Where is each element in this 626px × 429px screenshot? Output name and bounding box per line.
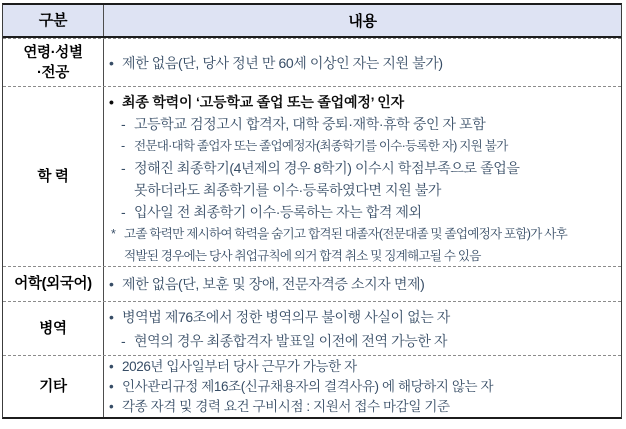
row-label-line: ·전공	[37, 64, 69, 81]
row-label-line: 병역	[39, 320, 67, 337]
row-content-etc	[104, 356, 621, 417]
header-cell-content: 내용	[348, 13, 377, 30]
content-line-text: 전문대·대학 졸업자 또는 졸업예정자(최종학기를 이수·등록한 자) 지원 불가	[134, 139, 508, 153]
content-line-text: 제한 없음(단, 당사 정년 만 60세 이상인 자는 지원 불가)	[122, 54, 443, 71]
row-content-education	[104, 87, 621, 266]
dash-marker: -	[121, 332, 126, 349]
asterisk-marker: *	[111, 227, 116, 241]
row-label-line: 연령·성별	[23, 44, 83, 61]
dash-marker: -	[121, 160, 126, 176]
bullet-marker: •	[109, 378, 114, 394]
content-line	[109, 397, 618, 417]
dash-marker: -	[121, 139, 125, 153]
row-label-military	[3, 302, 104, 355]
content-line-text: 최종 학력이 ‘고등학교 졸업 또는 졸업예정’ 인자	[122, 94, 404, 110]
content-line	[121, 113, 618, 135]
table-header-row	[3, 5, 621, 38]
content-line	[109, 52, 618, 74]
content-line-text: 못하더라도 최종학기를 이수·등록하였다면 지원 불가	[134, 182, 441, 198]
content-line-text: 정해진 최종학기(4년제의 경우 8학기) 이수시 학점부족으로 졸업을	[134, 160, 520, 176]
content-line-text: 적발된 경우에는 당사 취업규칙에 의거 합격 취소 및 징계해고될 수 있음	[124, 249, 481, 263]
content-line-text: 인사관리규정 제16조(신규채용자의 결격사유) 에 해당하지 않는 자	[122, 378, 494, 394]
table-row-education	[3, 86, 621, 266]
table-row-language	[3, 266, 621, 301]
table-row-age-gender-major	[3, 38, 621, 86]
content-line-text: 현역의 경우 최종합격자 발표일 이전에 전역 가능한 자	[134, 332, 448, 349]
content-line	[109, 274, 618, 294]
bullet-marker: •	[109, 358, 114, 374]
row-label-line: 어학(외국어)	[14, 276, 92, 292]
eligibility-table	[2, 3, 622, 419]
dash-marker: -	[121, 204, 126, 220]
content-line	[121, 157, 618, 179]
row-label-line: 기타	[39, 378, 67, 395]
content-line	[109, 357, 618, 377]
row-content-language	[104, 267, 621, 301]
bullet-marker: •	[109, 54, 114, 71]
row-label-etc	[3, 356, 104, 417]
bullet-marker: •	[109, 276, 114, 292]
content-line	[121, 179, 618, 201]
row-content-military	[104, 302, 621, 355]
header-cell-category: 구분	[3, 5, 104, 36]
content-line	[109, 305, 618, 329]
bullet-marker: •	[109, 308, 114, 325]
content-line-text: 병역법 제76조에서 정한 병역의무 불이행 사실이 없는 자	[122, 308, 450, 325]
row-label-age-gender-major	[3, 39, 104, 86]
content-line-text: 각종 자격 및 경력 요건 구비시점 : 지원서 접수 마감일 기준	[122, 398, 450, 414]
content-line-text: 2026년 입사일부터 당사 근무가 가능한 자	[122, 358, 357, 374]
content-line	[109, 91, 618, 113]
content-line	[109, 377, 618, 397]
table-row-military	[3, 301, 621, 355]
dash-marker: -	[121, 116, 126, 132]
bullet-marker: •	[109, 94, 114, 110]
content-line-text: 고졸 학력만 제시하여 학력을 숨기고 합격된 대졸자(전문대졸 및 졸업예정자 포함)가 사후	[124, 227, 567, 241]
row-label-line: 학 력	[37, 168, 69, 185]
row-content-age-gender-major	[104, 39, 621, 86]
content-line	[111, 223, 618, 245]
content-line	[121, 201, 618, 223]
content-line-text: 입사일 전 최종학기 이수·등록하는 자는 합격 제외	[134, 204, 422, 220]
table-row-etc	[3, 355, 621, 417]
row-label-language	[3, 267, 104, 301]
bullet-marker: •	[109, 398, 114, 414]
content-line	[111, 245, 618, 267]
row-label-education	[3, 87, 104, 266]
content-line	[121, 329, 618, 353]
content-line-text: 고등학교 검정고시 합격자, 대학 중퇴·재학·휴학 중인 자 포함	[134, 116, 486, 132]
content-line	[121, 135, 618, 157]
content-line-text: 제한 없음(단, 보훈 및 장애, 전문자격증 소지자 면제)	[122, 276, 425, 292]
